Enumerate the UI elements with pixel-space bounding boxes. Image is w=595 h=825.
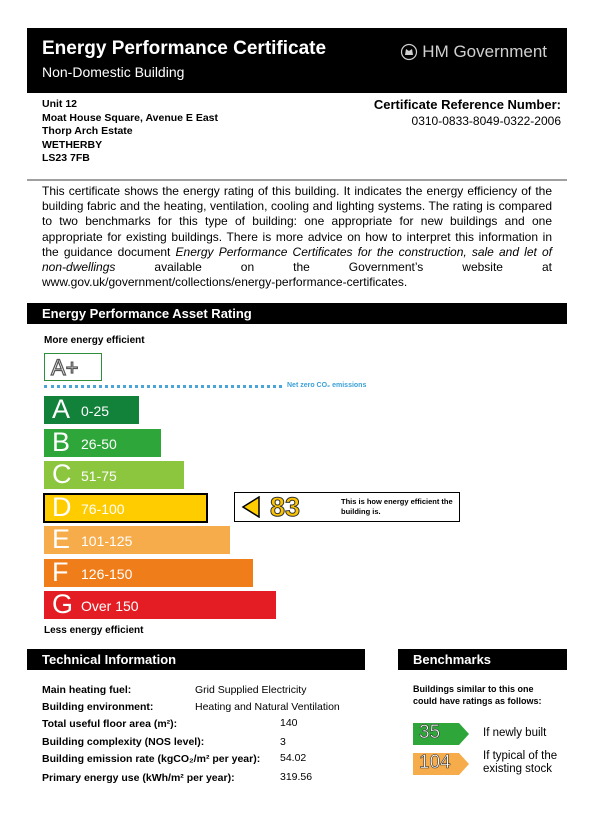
tech-value: Heating and Natural Ventilation — [195, 701, 340, 713]
band-letter: D — [52, 491, 72, 522]
aplus-label: A+ — [51, 355, 79, 380]
rating-arrow-icon — [241, 496, 261, 518]
band-range: 26-50 — [81, 435, 117, 452]
band-d — [44, 491, 207, 522]
current-rating-value: 83 — [270, 492, 301, 522]
tech-label: Total useful floor area (m²): — [42, 718, 178, 730]
technical-information-heading: Technical Information — [27, 649, 365, 670]
tech-label: Primary energy use (kWh/m² per year): — [42, 772, 235, 784]
net-zero-label: Net zero CO₂ emissions — [287, 382, 367, 389]
current-rating-text: This is how energy efficient the building is. — [341, 497, 453, 516]
address-line: LS23 7FB — [42, 152, 90, 164]
tech-label: Building complexity (NOS level): — [42, 736, 205, 748]
certificate-header — [27, 28, 567, 93]
address-line: Moat House Square, Avenue E East — [42, 111, 219, 124]
more-efficient-label: More energy efficient — [44, 335, 145, 346]
address-line: Thorp Arch Estate — [42, 125, 133, 137]
benchmark-score: 35 — [419, 722, 441, 743]
band-b — [44, 426, 161, 457]
certificate-title: Energy Performance Certificate — [42, 38, 327, 59]
asset-rating-heading: Energy Performance Asset Rating — [27, 303, 567, 324]
current-rating-indicator — [234, 492, 460, 522]
band-letter: F — [52, 556, 69, 587]
band-letter: G — [52, 589, 74, 619]
net-zero-line — [44, 385, 282, 388]
band-range: 76-100 — [81, 500, 125, 517]
certificate-subtitle: Non-Domestic Building — [42, 64, 185, 80]
building-address — [42, 98, 218, 166]
address-line: Unit 12 — [42, 98, 78, 110]
hm-government-logo — [400, 42, 547, 62]
divider — [27, 179, 567, 181]
benchmark-label-line1: If typical of the — [483, 750, 558, 762]
benchmarks-intro: Buildings similar to this one could have ratings as follows: — [413, 684, 542, 706]
benchmarks-heading: Benchmarks — [398, 649, 567, 670]
address-line: WETHERBY — [42, 138, 103, 151]
intro-text-end: available on the Government’s website at www.gov.uk/government/collections/energy-performance-certificates. — [42, 260, 552, 290]
band-range: Over 150 — [81, 598, 139, 614]
band-a — [44, 396, 139, 424]
tech-value: 140 — [280, 717, 298, 729]
benchmark-label: If newly built — [483, 727, 547, 739]
tech-label: Building emission rate (kgCO₂/m² per year): — [42, 753, 261, 765]
tech-value: 3 — [280, 736, 286, 748]
guidance-document-title: Energy Performance Certificates for the construction, sale and let of non-dwellings — [42, 244, 552, 275]
aplus-band — [44, 353, 102, 381]
tech-label: Building environment: — [42, 701, 154, 713]
tech-label: Main heating fuel: — [42, 684, 132, 696]
band-f — [44, 556, 253, 587]
tech-value: Grid Supplied Electricity — [195, 684, 307, 696]
band-range: 0-25 — [81, 403, 110, 419]
benchmark-label — [483, 750, 557, 776]
certificate-reference-number: 0310-0833-8049-0322-2006 — [411, 114, 561, 128]
intro-paragraph — [42, 184, 552, 290]
tech-value: 54.02 — [280, 752, 307, 764]
band-letter: B — [52, 426, 71, 457]
crest-icon — [400, 43, 418, 61]
intro-text: This certificate shows the energy rating of this building. It indicates the energy efficiency of the building fabric and the heating, ventilation, cooling and lighting systems. The rating is compared to two benchmarks for this type of building: one appropriate for new buildings and one appropriate for existing buildings. There is more advice on how to interpret this information in the guidance document — [42, 184, 552, 259]
band-letter: C — [52, 459, 72, 489]
tech-value: 319.56 — [280, 771, 313, 783]
government-name: HM Government — [422, 42, 547, 61]
band-c — [44, 461, 184, 489]
band-letter: A — [52, 394, 71, 424]
band-letter: E — [52, 524, 71, 554]
band-range: 101-125 — [81, 533, 133, 549]
less-efficient-label: Less energy efficient — [44, 625, 144, 636]
certificate-reference-label: Certificate Reference Number: — [373, 97, 561, 112]
benchmark-label-line2: existing stock — [483, 763, 553, 775]
benchmark-score: 104 — [419, 752, 451, 773]
band-e — [44, 526, 230, 554]
band-g — [44, 591, 276, 619]
certificate-reference — [374, 97, 561, 128]
band-range: 126-150 — [81, 565, 133, 582]
band-range: 51-75 — [81, 468, 117, 484]
